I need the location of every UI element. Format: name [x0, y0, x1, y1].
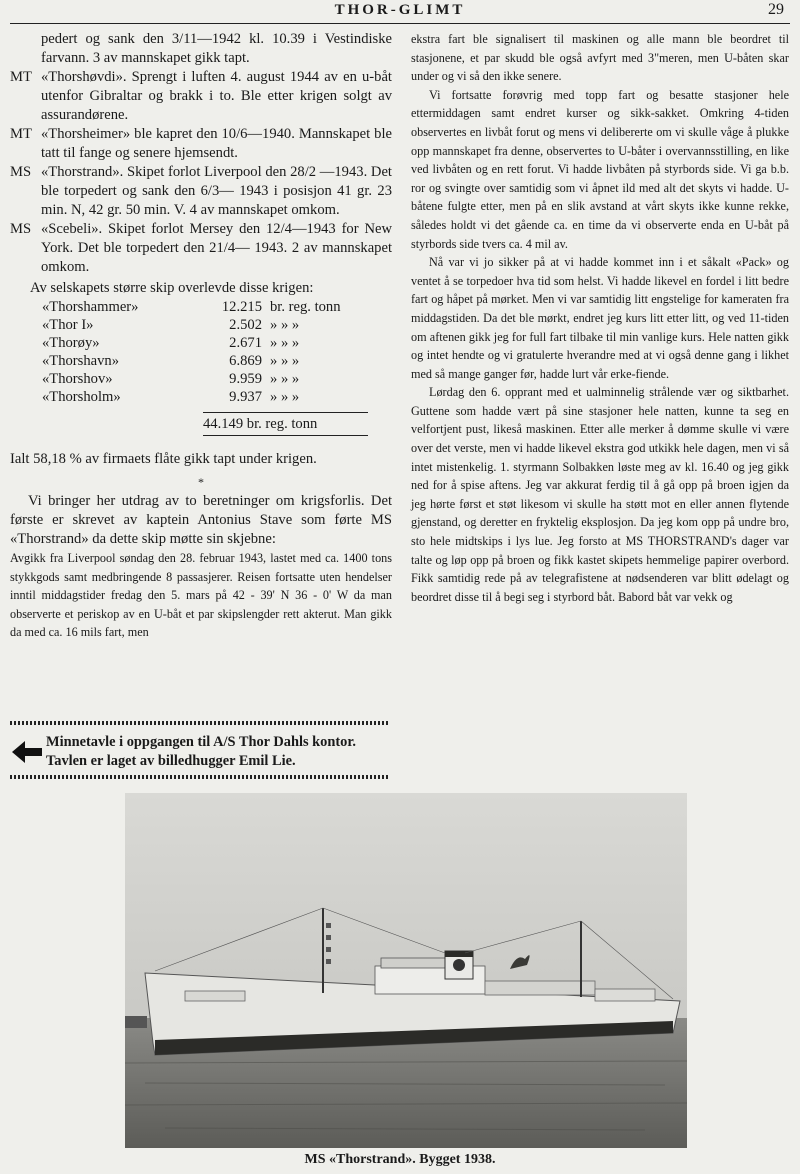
story-paragraph: Nå var vi jo sikker på at vi hadde kommet inn i et såkalt «Pack» og ventet å se torpedoer hva tid som helst. Vi hadde likevel en fordel i litt bedre fart og håpet på mørket. Men vi var samtidig litt engstelige for kameraten fra middagstiden. Da det ble mørkt, endret jeg kurs litt etter litt, og ved 11-tiden om aftenen gikk jeg for full fart tilbake til min vanlige kurs. Hele natten gikk og intet hendte og vi gratulerte hverandre med at vi også denne gang i likhet med så mange ganger før, hadde lurt vår erke-fiende. [411, 255, 789, 381]
left-column [10, 30, 392, 642]
ship-entry [10, 68, 392, 125]
tonnage-unit: » » » [270, 353, 300, 369]
story-paragraph: Avgikk fra Liverpool søndag den 28. februar 1943, lastet med ca. 1400 tons stykkgods samt medbringende 8 passasjerer. Reisen fortsatte uten hendelser inntil middagstider fredag den 5. mars på 42 - 39' N 36 - 0' W da man observerte et periskop av en U-båt et par skipslengder rett akterut. Man gikk da med ca. 16 mils fart, men [10, 551, 392, 640]
ship-name: «Thorshov» [42, 371, 113, 387]
ship-entry [10, 125, 392, 163]
ship-photo [125, 793, 687, 1148]
ship-type: MS [10, 164, 32, 180]
ship-type: MT [10, 126, 32, 142]
ship-name: «Thor I» [42, 317, 94, 333]
table-row [42, 334, 370, 352]
page-number: 29 [768, 1, 784, 18]
ship-name: «Thorsholm» [42, 389, 121, 405]
table-row [42, 298, 370, 316]
ship-name: «Thorøy» [42, 335, 100, 351]
photo-caption: MS «Thorstrand». Bygget 1938. [304, 1152, 496, 1167]
table-row [42, 388, 370, 406]
ship-name: «Thorshammer» [42, 299, 139, 315]
sum-rule [203, 435, 368, 436]
tonnage-unit: » » » [270, 317, 300, 333]
story-paragraph: Vi fortsatte forøvrig med topp fart og besatte stasjoner hele ettermiddagen samt endret kurser og sikk-sakket. Omkring 4-tiden observertes en livbåt forut og mens vi delibererte om vi skulle våge å plukke opp mannskapet fra denne, observertes to U-båter i overvannsstilling, en like ved livbåten og en rett forut. Vi hadde livbåten på styrbords side. Vi ga b.b. ror og svingte over samtidig som vi åpnet ild med alt det skyts vi hadde. U-båtene fulgte etter, men på en slik avstand at vårt skyts ikke kunne rekke, således holdt vi det gående ca. en time da vi observerte enda en U-båt på styrbords side tvers ca. 4 mil av. [411, 87, 789, 251]
story-paragraph: Lørdag den 6. opprant med et ualminnelig strålende vær og siktbarhet. Guttene som hadde vært på sine stasjoner hele natten, kunne ta seg en velfortjent pust, likeså maskinen. Etter alle merker å dømme skulle vi være over det verste, men vi hadde likevel ekstra god utkikk hele dagen, men vi så intet mistenkelig. 1. styrmann Solbakken løste meg av kl. 16.40 og jeg gikk ned for å spise aftens. Jeg var akkurat ferdig til å gå opp på broen igjen da jeg hørte først et støt likesom vi skulle ha støtt mot en eller annen flytende gjenstand, og deretter en fryktelig eksplosjon. Da jeg kom opp på undre bro, sto hele midtskips i lys lue. Jeg forsto at MS THORSTRAND's dager var talte og løp opp på broen og fikk kastet skipets hemmelige papirer overbord. Fikk samtidig rede på av telegrafistene at nødsenderen var blitt ødelagt og beordret disse til å begi seg i styrbord båt. Babord båt var vekk og [411, 385, 789, 604]
ship-entry-text: pedert og sank den 3/11—1942 kl. 10.39 i Vestindiske farvann. 3 av mannskapet gikk tapt. [41, 31, 392, 66]
ship-type: MS [10, 221, 32, 237]
article-intro: Vi bringer her utdrag av to beretninger om krigsforlis. Det første er skrevet av kaptein Antonius Stave som førte MS «Thorstrand» da dette skip møtte sin skjebne: [10, 493, 392, 547]
dotted-rule [10, 721, 390, 725]
tonnage: 6.869 [229, 353, 262, 369]
tonnage: 2.502 [229, 317, 262, 333]
dotted-rule [10, 775, 390, 779]
arrow-left-icon [12, 741, 42, 763]
tonnage-unit: br. reg. tonn [270, 299, 341, 315]
ship-entry [10, 163, 392, 220]
ship-entry [10, 220, 392, 277]
table-row [42, 316, 370, 334]
survivors-intro: Av selskapets større skip overlevde disse krigen: [30, 280, 314, 296]
ship-entry-text: «Scebeli». Skipet forlot Mersey den 12/4—1943 for New York. Det ble torpedert den 21/4— 1943. 2 av mannskapet omkom. [41, 221, 392, 275]
tonnage-unit: » » » [270, 371, 300, 387]
ship-name: «Thorshavn» [42, 353, 120, 369]
ship-entry-text: «Thorshøvdi». Sprengt i luften 4. august 1944 av en u-båt utenfor Gibraltar og brakk i to. Ble etter krigen solgt av assurandørene. [41, 69, 392, 123]
page-header [0, 0, 800, 28]
tonnage-unit: » » » [270, 389, 300, 405]
tonnage: 2.671 [229, 335, 262, 351]
tonnage: 9.959 [229, 371, 262, 387]
total-tonnage: 44.149 br. reg. tonn [203, 416, 318, 432]
tonnage-unit: » » » [270, 335, 300, 351]
ship-entry-text: «Thorstrand». Skipet forlot Liverpool den 28/2 —1943. Det ble torpedert og sank den 6/3— 1943 i posisjon 41 gr. 23 min. N, 42 gr. 50 min. V. 4 av mannskapet omkom. [41, 164, 392, 218]
table-row [42, 352, 370, 370]
table-row [42, 370, 370, 388]
ship-entry-text: «Thorsheimer» ble kapret den 10/6—1940. Mannskapet ble tatt til fange og senere hjemsendt. [41, 126, 392, 161]
survivors-table [42, 298, 370, 406]
right-column [411, 30, 789, 606]
memorial-caption-box [10, 721, 390, 779]
tonnage: 12.215 [221, 299, 262, 315]
ship-type: MT [10, 69, 32, 85]
story-paragraph: ekstra fart ble signalisert til maskinen og alle mann ble beordret til stasjonene, et par skudd ble også avfyrt med 3"meren, men U-båten skar under og vi så den ikke senere. [411, 32, 789, 84]
header-rule [10, 23, 790, 24]
loss-summary: Ialt 58,18 % av firmaets flåte gikk tapt under krigen. [10, 451, 317, 467]
ship-entry [10, 30, 392, 68]
section-separator: * [198, 475, 204, 489]
tonnage: 9.937 [229, 389, 262, 405]
magazine-title: THOR-GLIMT [334, 2, 466, 18]
memorial-caption: Minnetavle i oppgangen til A/S Thor Dahls kontor. Tavlen er laget av billedhugger Emil Lie. [46, 734, 357, 769]
